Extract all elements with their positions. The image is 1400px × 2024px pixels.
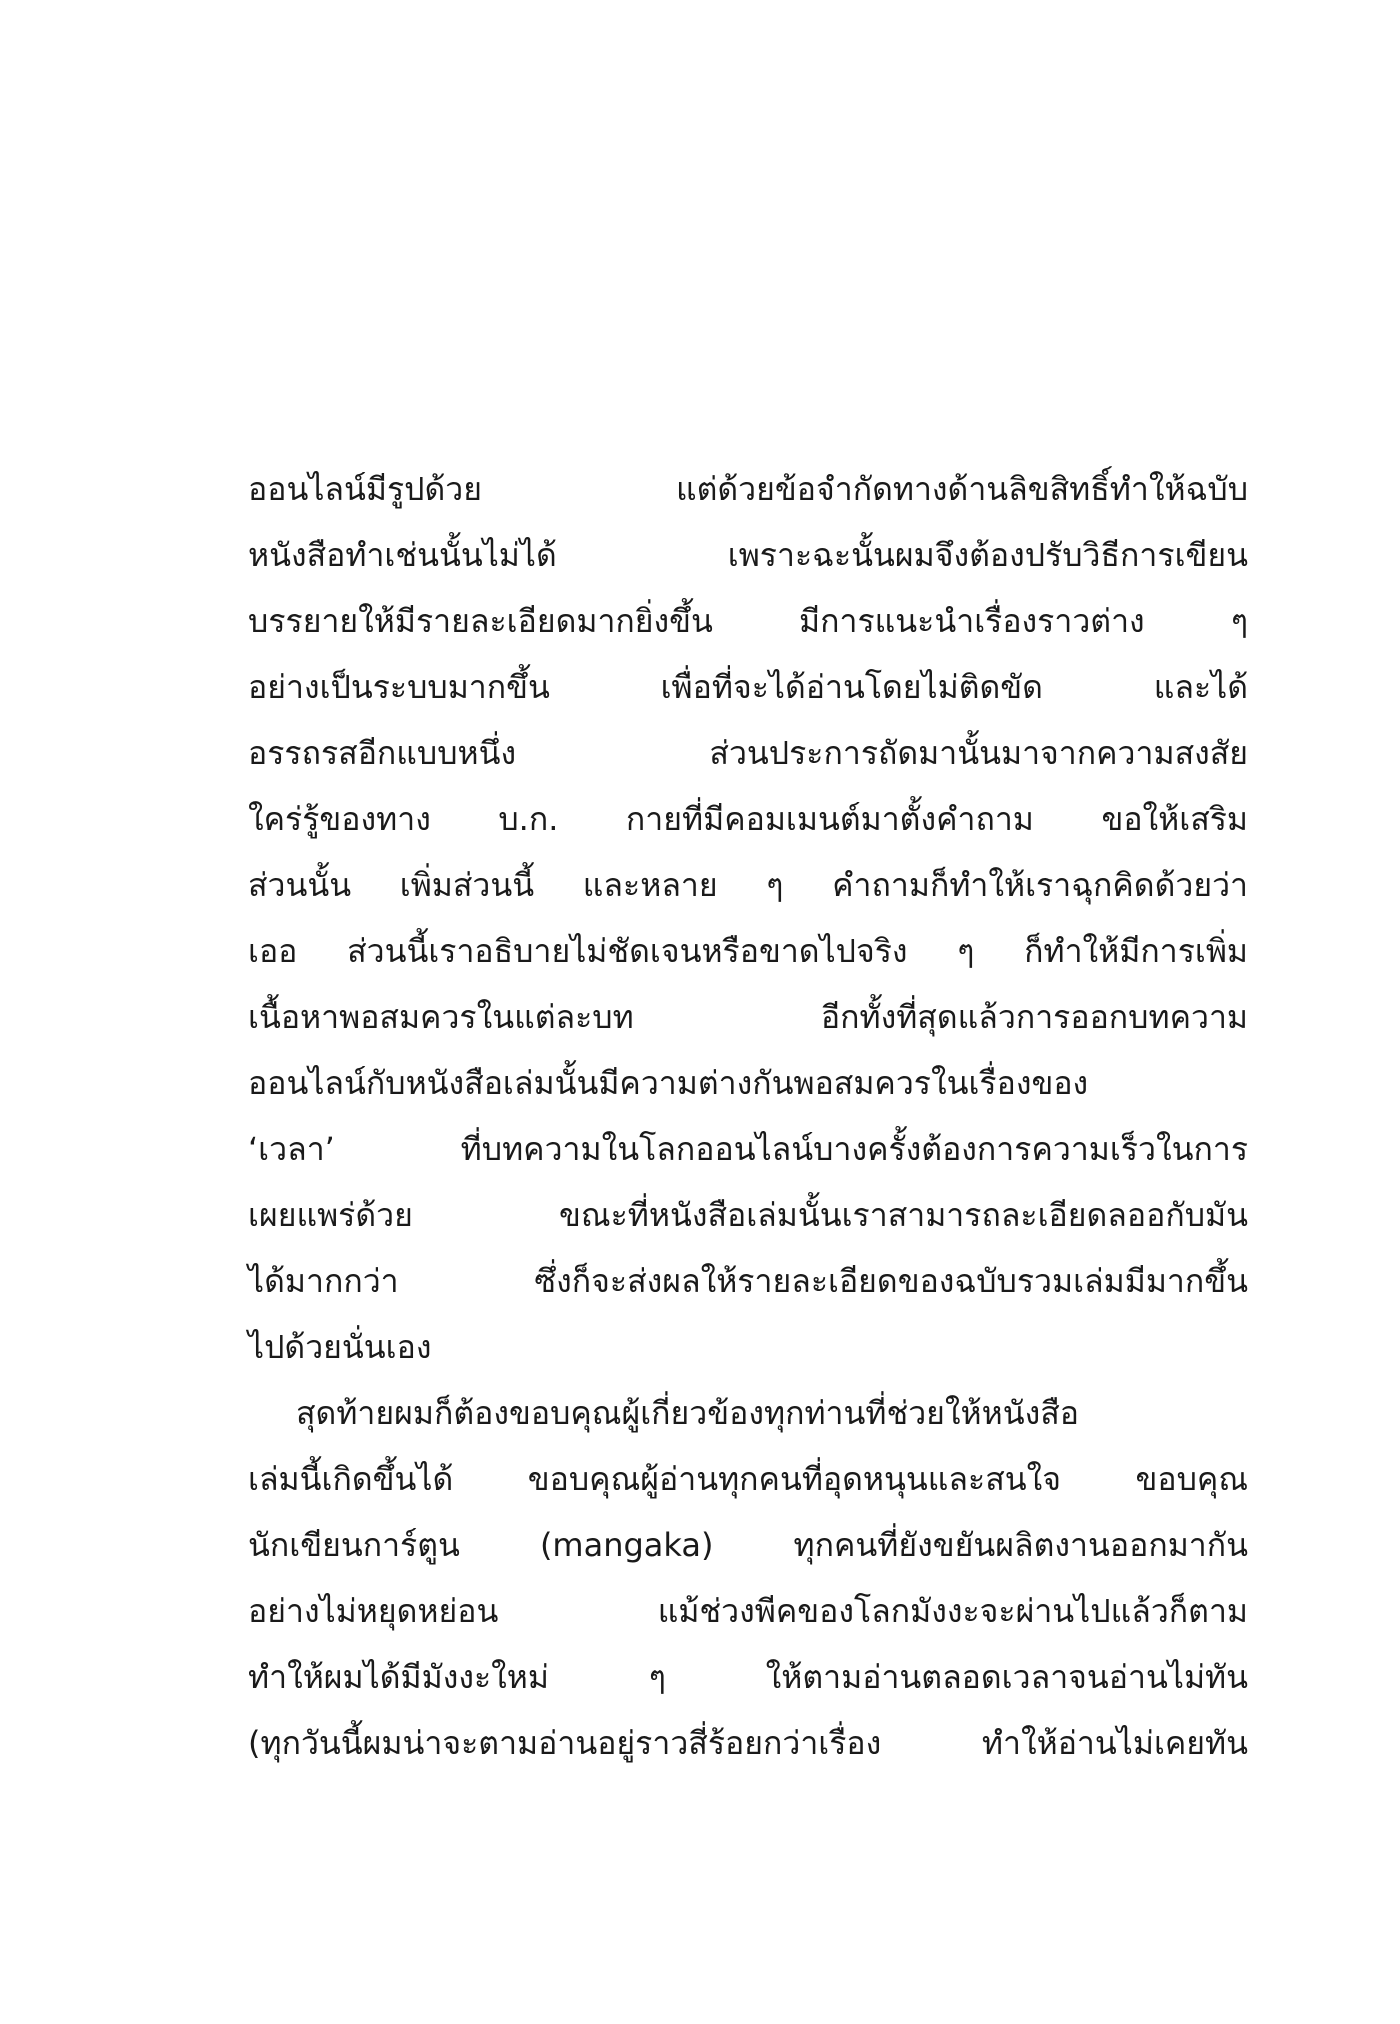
text-line: ออนไลน์กับหนังสือเล่มนั้นมีความต่างกันพอสมควรในเรื่องของ [248,1064,1089,1102]
text-line: (ทุกวันนี้ผมน่าจะตามอ่านอยู่ราวสี่ร้อยกว่าเรื่อง ทำให้อ่านไม่เคยทัน [248,1724,1248,1762]
text-line: เล่มนี้เกิดขึ้นได้ ขอบคุณผู้อ่านทุกคนที่อุดหนุนและสนใจ ขอบคุณ [248,1460,1248,1498]
text-line: ใคร่รู้ของทาง บ.ก. กายที่มีคอมเมนต์มาตั้งคำถาม ขอให้เสริม [248,800,1248,838]
text-line: เออ ส่วนนี้เราอธิบายไม่ชัดเจนหรือขาดไปจริง ๆ ก็ทำให้มีการเพิ่ม [248,932,1248,970]
text-line: อรรถรสอีกแบบหนึ่ง ส่วนประการถัดมานั้นมาจากความสงสัย [248,734,1248,772]
text-line: ออนไลน์มีรูปด้วย แต่ด้วยข้อจำกัดทางด้านลิขสิทธิ์ทำให้ฉบับ [248,470,1248,508]
text-line: ได้มากกว่า ซึ่งก็จะส่งผลให้รายละเอียดของฉบับรวมเล่มมีมากขึ้น [248,1262,1248,1300]
text-line: อย่างเป็นระบบมากขึ้น เพื่อที่จะได้อ่านโดยไม่ติดขัด และได้ [248,668,1248,706]
paragraph-start-line: สุดท้ายผมก็ต้องขอบคุณผู้เกี่ยวข้องทุกท่านที่ช่วยให้หนังสือ [296,1394,1079,1432]
text-line: อย่างไม่หยุดหย่อน แม้ช่วงพีคของโลกมังงะจะผ่านไปแล้วก็ตาม [248,1592,1248,1630]
paragraph-end-line: ไปด้วยนั่นเอง [248,1328,432,1366]
text-line: เผยแพร่ด้วย ขณะที่หนังสือเล่มนั้นเราสามารถละเอียดลออกับมัน [248,1196,1248,1234]
text-line: หนังสือทำเช่นนั้นไม่ได้ เพราะฉะนั้นผมจึงต้องปรับวิธีการเขียน [248,536,1248,574]
text-line: ‘เวลา’ ที่บทความในโลกออนไลน์บางครั้งต้องการความเร็วในการ [248,1130,1248,1168]
text-line: เนื้อหาพอสมควรในแต่ละบท อีกทั้งที่สุดแล้วการออกบทความ [248,998,1248,1036]
text-line: บรรยายให้มีรายละเอียดมากยิ่งขึ้น มีการแนะนำเรื่องราวต่าง ๆ [248,602,1248,640]
text-line: ทำให้ผมได้มีมังงะใหม่ ๆ ให้ตามอ่านตลอดเวลาจนอ่านไม่ทัน [248,1658,1248,1696]
body-text [248,456,1248,1776]
text-line: นักเขียนการ์ตูน (mangaka) ทุกคนที่ยังขยันผลิตงานออกมากัน [248,1526,1248,1564]
text-line: ส่วนนั้น เพิ่มส่วนนี้ และหลาย ๆ คำถามก็ทำให้เราฉุกคิดด้วยว่า [248,866,1248,904]
